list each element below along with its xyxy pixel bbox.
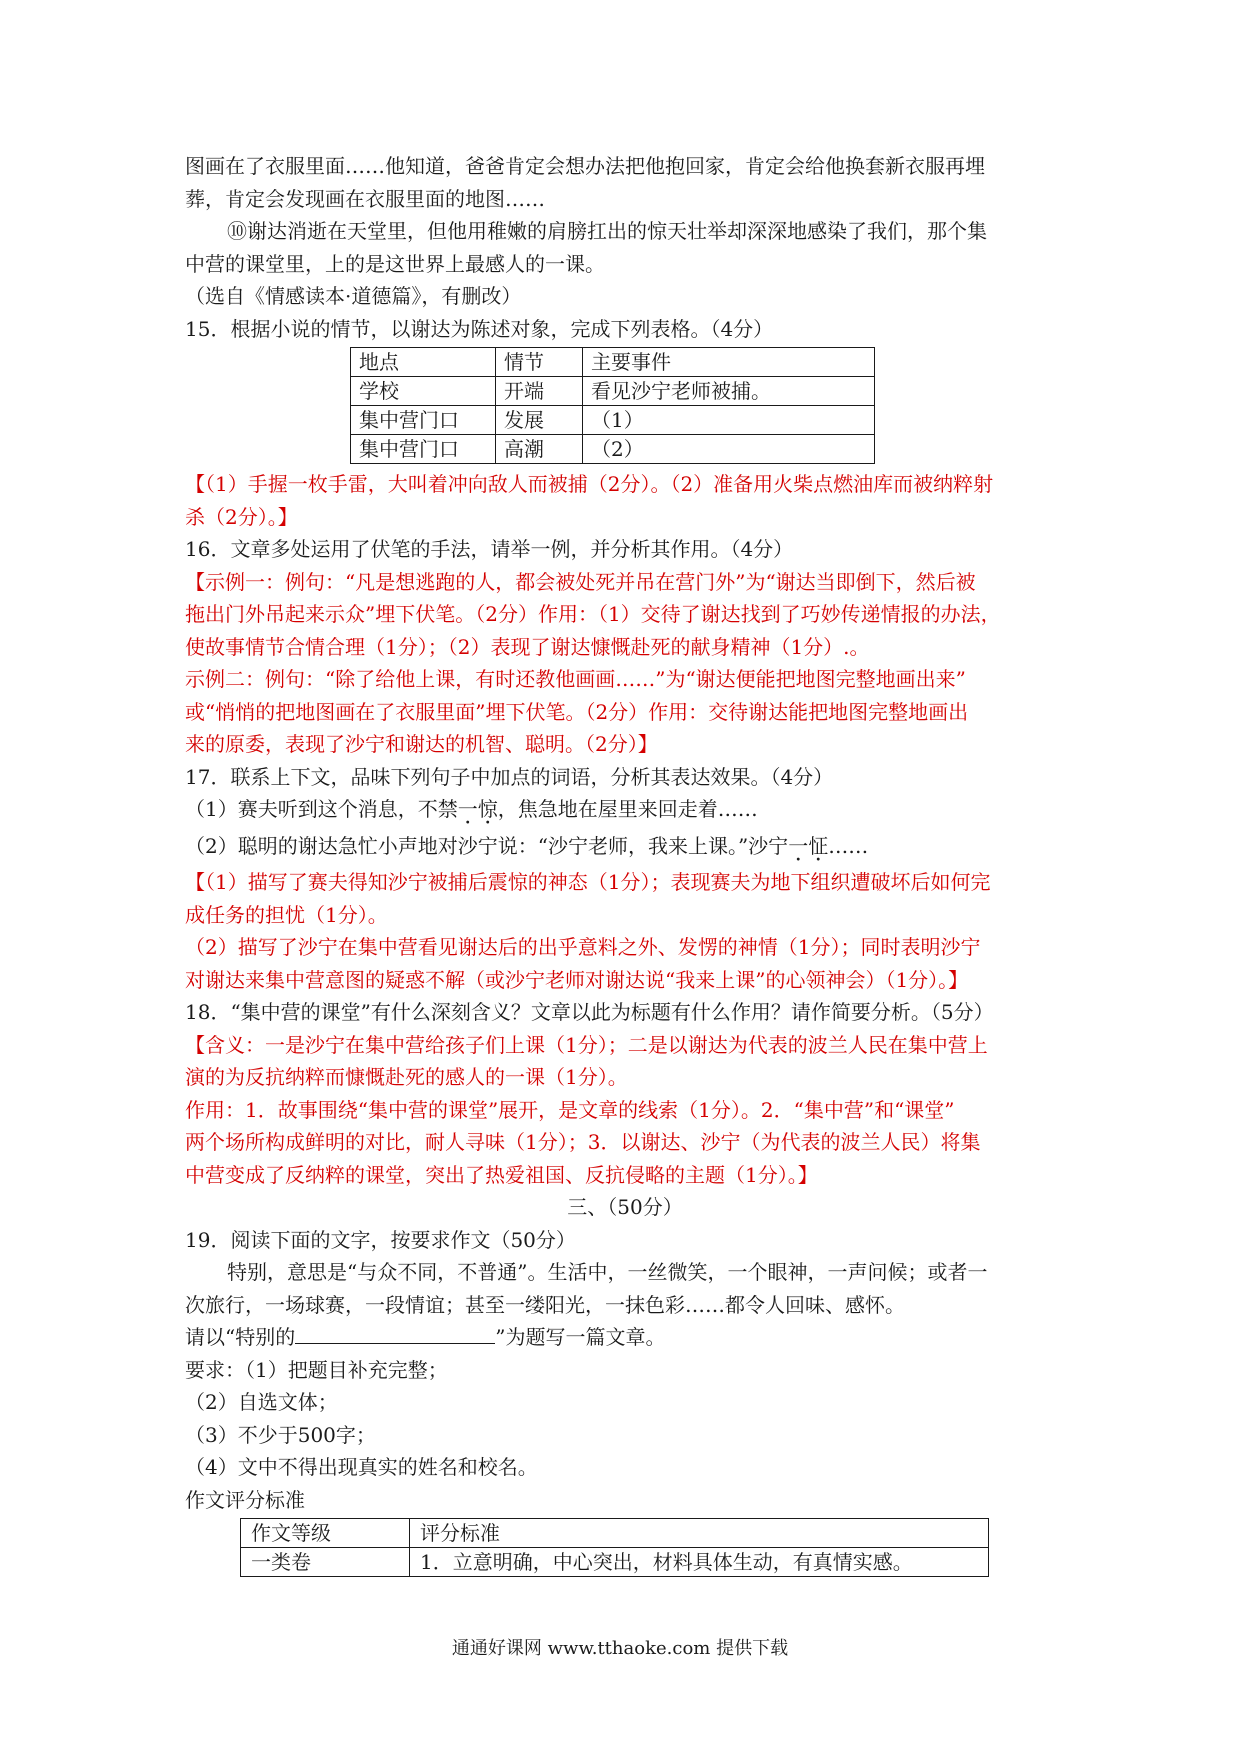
story-text-line: 葬，肯定会发现画在衣服里面的地图……	[185, 186, 545, 211]
essay-requirement: （2）自选文体；	[185, 1390, 338, 1414]
question-17-sentence-2	[185, 830, 1065, 863]
table-cell: 作文等级	[241, 1519, 410, 1548]
table-cell: （1）	[583, 406, 875, 435]
table-cell: 高潮	[496, 435, 583, 464]
table-header-row	[351, 348, 875, 377]
story-text-line: 中营的课堂里，上的是这世界上最感人的一课。	[185, 251, 605, 276]
answer-18-line: 【含义：一是沙宁在集中营给孩子们上课（1分）；二是以谢达为代表的波兰人民在集中营上	[185, 1032, 988, 1057]
question-17-sentence-1	[185, 793, 1065, 826]
story-text-line: 图画在了衣服里面……他知道，爸爸肯定会想办法把他抱回家，肯定会给他换套新衣服再埋	[185, 154, 985, 178]
title-blank	[295, 1321, 495, 1344]
grading-table	[240, 1518, 989, 1577]
section-heading: 三、（50分）	[567, 1195, 683, 1219]
question-15: 15．根据小说的情节，以谢达为陈述对象，完成下列表格。（4分）	[185, 316, 774, 341]
answer-15-line: 杀（2分）。】	[185, 504, 298, 529]
question-17: 17．联系上下文，品味下列句子中加点的词语，分析其表达效果。（4分）	[185, 764, 834, 789]
sentence-text: ，焦急地在屋里来回走着……	[497, 797, 758, 821]
grading-title: 作文评分标准	[185, 1487, 305, 1512]
answer-18-line: 两个场所构成鲜明的对比，耐人寻味（1分）；3．以谢达、沙宁（为代表的波兰人民）将集	[185, 1130, 981, 1154]
dotted-character: 一	[788, 833, 809, 858]
essay-requirement: 要求：（1）把题目补充完整；	[185, 1357, 448, 1382]
document-body	[185, 150, 1065, 1577]
answer-17-line: （2）描写了沙宁在集中营看见谢达后的出乎意料之外、发愣的神情（1分）；同时表明沙宁	[185, 935, 981, 959]
answer-17-line: 成任务的担忧（1分）。	[185, 902, 388, 927]
table-row	[351, 435, 875, 464]
dotted-character: 怔	[808, 833, 829, 858]
sentence-text: （2）聪明的谢达急忙小声地对沙宁说：“沙宁老师，我来上课。”沙宁	[185, 833, 789, 858]
table-cell: 集中营门口	[351, 435, 496, 464]
story-paragraph-10: ⑩谢达消逝在天堂里，但他用稚嫩的肩膀扛出的惊天壮举却深深地感染了我们，那个集	[227, 219, 987, 243]
table-cell: 看见沙宁老师被捕。	[583, 377, 875, 406]
question-18: 18．“集中营的课堂”有什么深刻含义？文章以此为标题有什么作用？请作简要分析。（5分）	[185, 1000, 994, 1024]
page-footer: 通通好课网 www.tthaoke.com 提供下载	[451, 1638, 789, 1659]
table-row	[351, 377, 875, 406]
table-cell: 学校	[351, 377, 496, 406]
answer-17-line: 【（1）描写了赛夫得知沙宁被捕后震惊的神态（1分）；表现赛夫为地下组织遭破坏后如何完	[185, 870, 991, 894]
table-cell: 发展	[496, 406, 583, 435]
table-cell: （2）	[583, 435, 875, 464]
table-cell: 一类卷	[241, 1548, 410, 1577]
table-cell: 情节	[496, 348, 583, 377]
answer-16-line: 示例二：例句：“除了给他上课，有时还教他画画……”为“谢达便能把地图完整地画出来”	[185, 667, 966, 691]
prompt-text: 请以“特别的	[185, 1325, 296, 1349]
answer-16-line: 【示例一：例句：“凡是想逃跑的人，都会被处死并吊在营门外”为“谢达当即倒下，然后被	[185, 569, 976, 594]
source-citation: （选自《情感读本·道德篇》，有删改）	[185, 284, 522, 308]
table-cell: 开端	[496, 377, 583, 406]
answer-16-line: 或“悄悄的把地图画在了衣服里面”埋下伏笔。（2分）作用：交待谢达能把地图完整地画出	[185, 699, 969, 724]
essay-requirement: （3）不少于500字；	[185, 1422, 376, 1447]
answer-16-line: 来的原委，表现了沙宁和谢达的机智、聪明。（2分）】	[185, 732, 658, 756]
table-cell: 集中营门口	[351, 406, 496, 435]
plot-table	[350, 347, 875, 464]
table-cell: 地点	[351, 348, 496, 377]
table-row	[351, 406, 875, 435]
dotted-character: 惊	[477, 797, 498, 821]
essay-prompt	[185, 1321, 1065, 1354]
question-19: 19．阅读下面的文字，按要求作文（50分）	[185, 1227, 576, 1252]
answer-15-line: 【（1）手握一枚手雷，大叫着冲向敌人而被捕（2分）。（2）准备用火柴点燃油库而被纳粹射	[185, 472, 994, 496]
essay-material-line: 特别，意思是“与众不同，不普通”。生活中，一丝微笑，一个眼神，一声问候；或者一	[227, 1260, 988, 1284]
essay-requirement: （4）文中不得出现真实的姓名和校名。	[185, 1455, 538, 1479]
answer-16-line: 拖出门外吊起来示众”埋下伏笔。（2分）作用：（1）交待了谢达找到了巧妙传递情报的办法，	[185, 602, 1001, 626]
table-cell: 主要事件	[583, 348, 875, 377]
answer-16-line: 使故事情节合情合理（1分）；（2）表现了谢达慷慨赴死的献身精神（1分）.。	[185, 634, 870, 659]
table-row	[241, 1548, 989, 1577]
question-16: 16．文章多处运用了伏笔的手法，请举一例，并分析其作用。（4分）	[185, 537, 794, 561]
answer-18-line: 作用：1．故事围绕“集中营的课堂”展开，是文章的线索（1分）。2．“集中营”和“课堂”	[185, 1097, 955, 1122]
answer-18-line: 中营变成了反纳粹的课堂，突出了热爱祖国、反抗侵略的主题（1分）。】	[185, 1162, 818, 1187]
dotted-character: 一	[457, 797, 478, 821]
answer-17-line: 对谢达来集中营意图的疑惑不解（或沙宁老师对谢达说“我来上课”的心领神会）（1分）。】	[185, 967, 969, 992]
sentence-text: （1）赛夫听到这个消息，不禁	[185, 797, 458, 821]
answer-18-line: 演的为反抗纳粹而慷慨赴死的感人的一课（1分）。	[185, 1065, 628, 1089]
sentence-text: ……	[828, 833, 869, 858]
essay-material-line: 次旅行，一场球赛，一段情谊；甚至一缕阳光，一抹色彩……都令人回味、感怀。	[185, 1292, 905, 1317]
table-header-row	[241, 1519, 989, 1548]
table-cell: 1．立意明确，中心突出，材料具体生动，有真情实感。	[410, 1548, 989, 1577]
table-cell: 评分标准	[410, 1519, 989, 1548]
prompt-text: ”为题写一篇文章。	[495, 1325, 666, 1349]
